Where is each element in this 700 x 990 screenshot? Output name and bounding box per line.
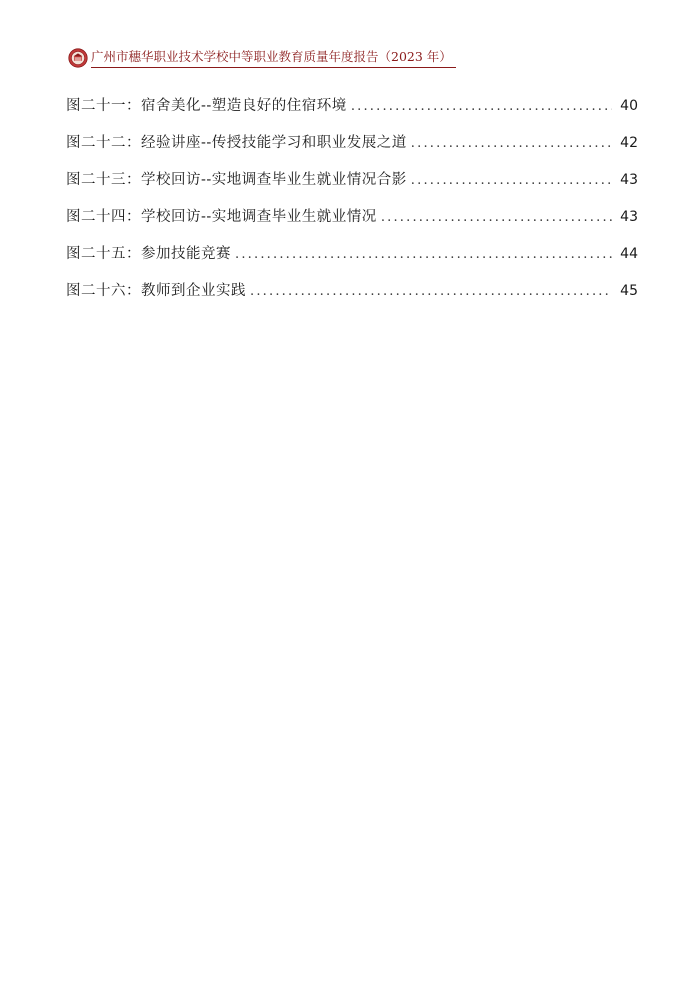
toc-entry[interactable] [66,129,638,166]
figure-list [66,92,638,314]
toc-leader-dots [235,241,612,269]
toc-entry-label: 图二十四：学校回访--实地调查毕业生就业情况 [66,209,377,225]
toc-entry[interactable] [66,277,638,314]
page-header [68,46,456,70]
toc-entry[interactable] [66,92,638,129]
toc-entry-label: 图二十五：参加技能竞赛 [66,246,231,262]
toc-entry-label: 图二十六：教师到企业实践 [66,283,246,299]
toc-entry[interactable] [66,203,638,240]
toc-leader-dots [411,167,612,195]
toc-leader-dots [411,130,612,158]
toc-entry-label: 图二十二：经验讲座--传授技能学习和职业发展之道 [66,135,407,151]
toc-entry-page: 43 [620,209,638,225]
toc-entry-page: 45 [620,283,638,299]
toc-leader-dots [381,204,612,232]
toc-entry-page: 40 [620,98,638,114]
toc-entry-label: 图二十三：学校回访--实地调查毕业生就业情况合影 [66,172,407,188]
toc-entry-page: 44 [620,246,638,262]
toc-entry-page: 43 [620,172,638,188]
toc-leader-dots [351,93,612,121]
toc-leader-dots [250,278,612,306]
school-seal-icon [68,48,88,68]
header-title: 广州市穗华职业技术学校中等职业教育质量年度报告（2023 年） [91,48,456,68]
toc-entry[interactable] [66,240,638,277]
toc-entry[interactable] [66,166,638,203]
toc-entry-label: 图二十一：宿舍美化--塑造良好的住宿环境 [66,98,347,114]
toc-entry-page: 42 [620,135,638,151]
